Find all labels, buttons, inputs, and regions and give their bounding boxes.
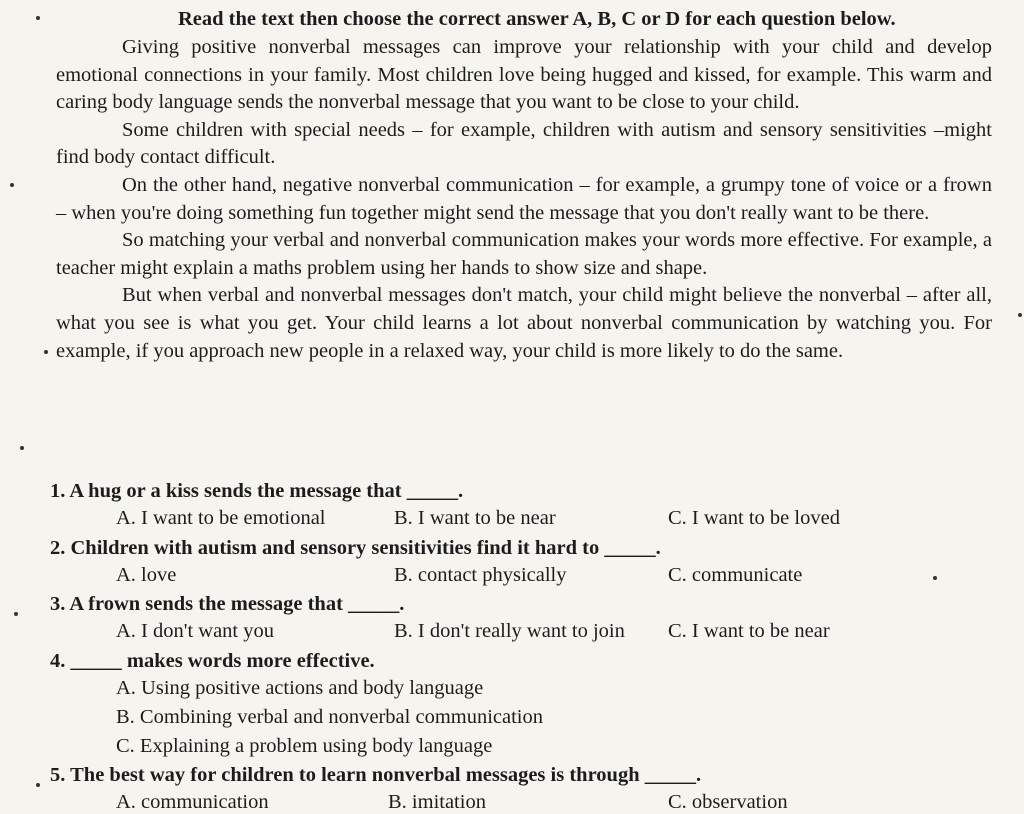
passage-paragraph-3: On the other hand, negative nonverbal communication – for example, a grumpy tone of voice or a frown – when you're doing something fun together might send the message that you don't really want to be there. <box>56 173 992 224</box>
question-1-option-c: C. I want to be loved <box>668 507 840 529</box>
passage-paragraph-5: But when verbal and nonverbal messages don't match, your child might believe the nonverbal – after all, what you see is what you get. Your child learns a lot about nonverbal communication by watching you. For example, if you approach new people in a relaxed way, your child is more likely to do the same. <box>56 284 992 362</box>
scan-speck <box>14 612 18 616</box>
scan-speck <box>10 183 14 187</box>
question-5-option-c: C. observation <box>668 791 788 813</box>
scan-speck <box>36 783 40 787</box>
question-1-stem: 1. A hug or a kiss sends the message that _____. <box>50 480 464 502</box>
scan-speck <box>44 350 48 354</box>
reading-passage <box>56 34 992 365</box>
passage-paragraph-4: So matching your verbal and nonverbal communication makes your words more effective. For example, a teacher might explain a maths problem using her hands to show size and shape. <box>56 229 992 279</box>
passage-paragraph-2: Some children with special needs – for example, children with autism and sensory sensitivities –might find body contact difficult. <box>56 118 992 169</box>
question-2-option-c: C. communicate <box>668 564 803 586</box>
question-5-stem: 5. The best way for children to learn nonverbal messages is through _____. <box>50 764 702 786</box>
question-3-stem: 3. A frown sends the message that _____. <box>50 593 405 615</box>
question-3-option-a: A. I don't want you <box>116 620 274 642</box>
question-2-option-b: B. contact physically <box>394 564 567 586</box>
question-5-option-a: A. communication <box>116 791 269 813</box>
scan-speck <box>36 16 40 20</box>
question-3-option-c: C. I want to be near <box>668 620 830 642</box>
question-4-option-c: C. Explaining a problem using body language <box>116 735 493 757</box>
question-1-option-a: A. I want to be emotional <box>116 507 326 529</box>
question-3-option-b: B. I don't really want to join <box>394 620 625 642</box>
question-4-option-a: A. Using positive actions and body language <box>116 677 484 699</box>
question-2-stem: 2. Children with autism and sensory sensitivities find it hard to _____. <box>50 537 661 559</box>
question-4-option-b: B. Combining verbal and nonverbal communication <box>116 706 543 728</box>
question-4-stem: 4. _____ makes words more effective. <box>50 650 375 672</box>
instruction-heading: Read the text then choose the correct answer A, B, C or D for each question below. <box>178 8 896 30</box>
scan-speck <box>933 576 937 580</box>
scan-speck <box>1018 313 1022 317</box>
question-2-option-a: A. love <box>116 564 177 586</box>
question-5-option-b: B. imitation <box>388 791 486 813</box>
scan-speck <box>20 446 24 450</box>
passage-paragraph-1: Giving positive nonverbal messages can improve your relationship with your child and develop emotional connections in your family. Most children love being hugged and kissed, for example. This warm and caring body language sends the nonverbal message that you want to be close to your child. <box>56 36 992 114</box>
question-1-option-b: B. I want to be near <box>394 507 556 529</box>
